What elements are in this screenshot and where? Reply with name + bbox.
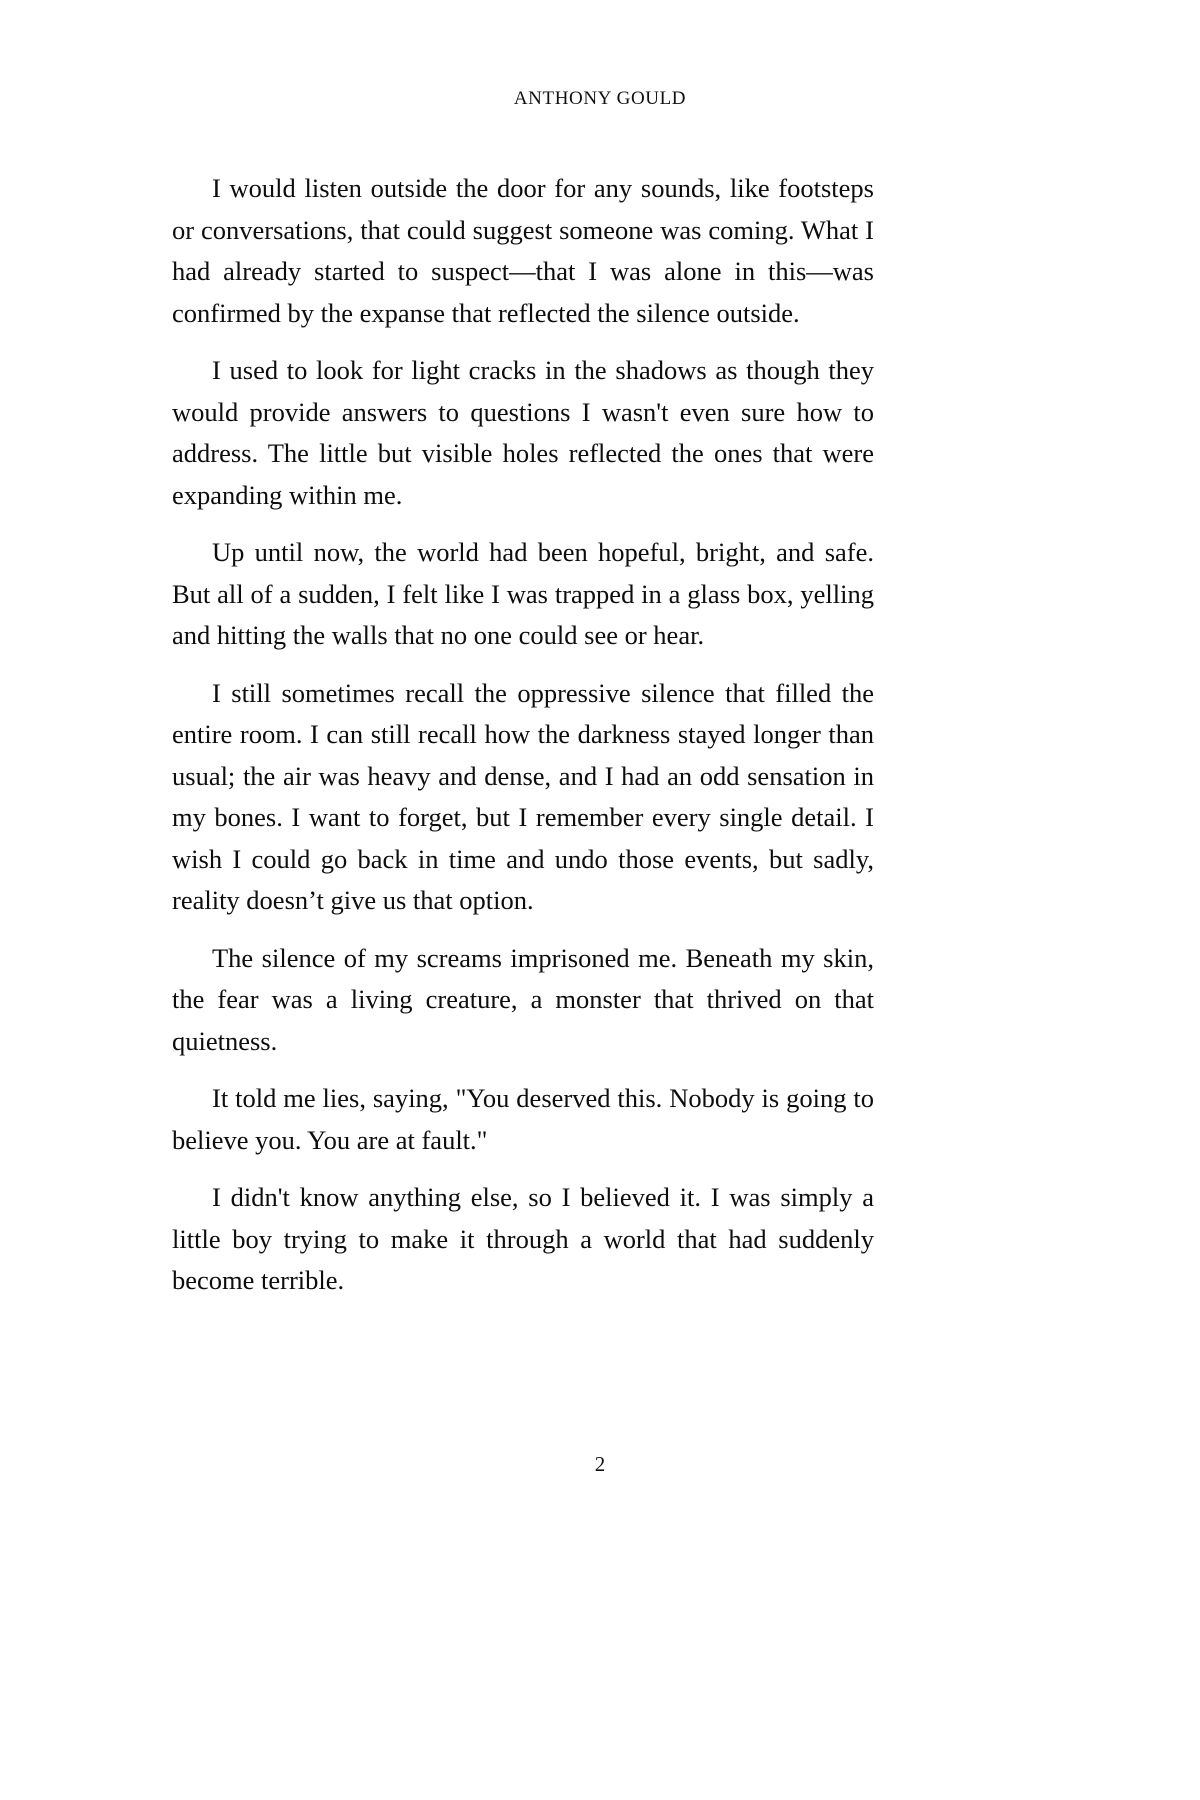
paragraph: I used to look for light cracks in the shadows as though they would provide answers to questions I wasn't even sure how to address. The little but visible holes reflected the ones that were expanding within me. xyxy=(172,355,874,510)
page-number: 2 xyxy=(594,1452,606,1476)
paragraph: It told me lies, saying, "You deserved this. Nobody is going to believe you. You are at fault." xyxy=(172,1083,874,1155)
body-text-block xyxy=(172,168,874,1302)
paragraph: Up until now, the world had been hopeful, bright, and safe. But all of a sudden, I felt like I was trapped in a glass box, yelling and hitting the walls that no one could see or hear. xyxy=(172,537,874,650)
running-header: ANTHONY GOULD xyxy=(513,88,687,109)
paragraph: I didn't know anything else, so I believed it. I was simply a little boy trying to make it through a world that had suddenly become terrible. xyxy=(172,1182,874,1295)
paragraph: I would listen outside the door for any sounds, like footsteps or conversations, that could suggest someone was coming. What I had already started to suspect—that I was alone in this—was confirmed by the expanse that reflected the silence outside. xyxy=(172,173,874,328)
paragraph: I still sometimes recall the oppressive silence that filled the entire room. I can still recall how the darkness stayed longer than usual; the air was heavy and dense, and I had an odd sensation in my bones. I want to forget, but I remember every single detail. I wish I could go back in time and undo those events, but sadly, reality doesn’t give us that option. xyxy=(172,677,874,915)
paragraph: The silence of my screams imprisoned me. Beneath my skin, the fear was a living creature, a monster that thrived on that quietness. xyxy=(172,942,874,1056)
